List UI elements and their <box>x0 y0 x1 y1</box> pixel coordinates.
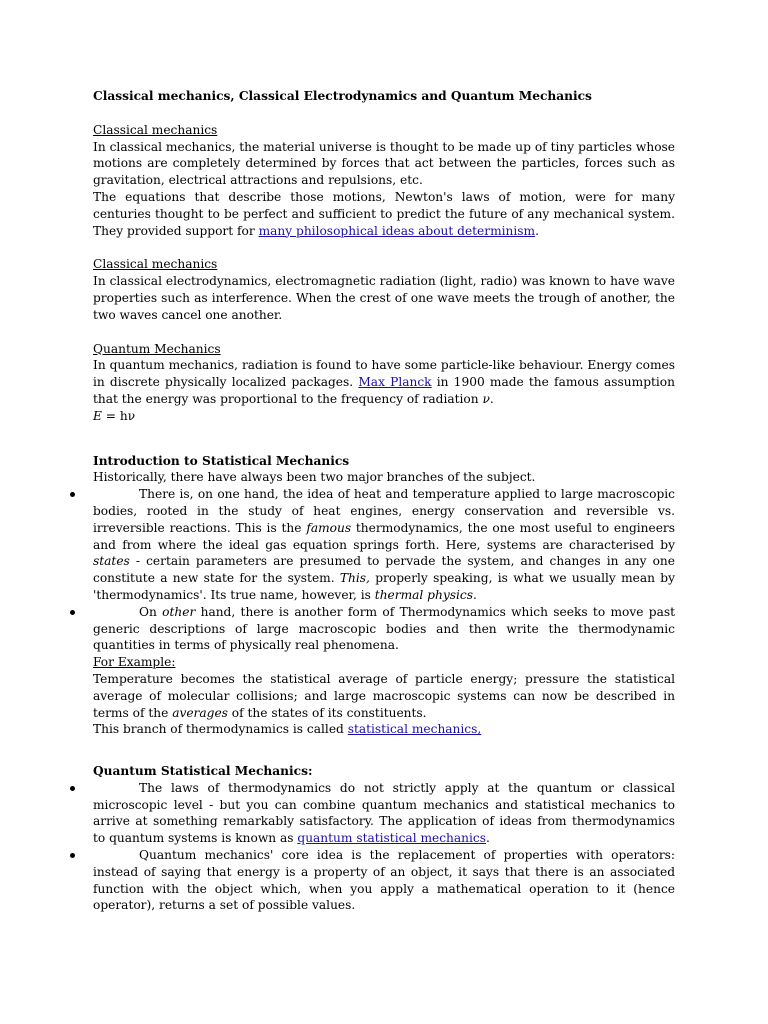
bullet-quantum-statistical: The laws of thermodynamics do not strictly apply at the quantum or classical microscopic level - but you can combine quantum mechanics and statistical mechanics to arrive at something remarkably satisfactory. The application of ideas from thermodynamics to quantum systems is known as quantum statistical mechanics. <box>93 780 675 847</box>
section-heading-quantum-statistical-mechanics: Quantum Statistical Mechanics: <box>93 764 313 779</box>
statistical-intro: Historically, there have always been two major branches of the subject. <box>93 470 536 485</box>
bullet-icon <box>70 786 75 791</box>
classical-mechanics-paragraph-1: In classical mechanics, the material universe is thought to be made up of tiny particles whose motions are completely determined by forces that act between the particles, forces such as gravitation, electrical attractions and repulsions, etc. <box>93 139 675 188</box>
example-label: For Example: <box>93 655 176 670</box>
bullet-icon <box>70 853 75 858</box>
bullet-icon <box>70 610 75 615</box>
planck-equation: E = hν <box>93 408 136 423</box>
example-paragraph: Temperature becomes the statistical average of particle energy; pressure the statistical average of molecular collisions; and large macroscopic systems can now be described in terms of the averages of the states of its constituents. <box>93 671 675 720</box>
document-body <box>93 88 675 914</box>
bullet-operators: Quantum mechanics' core idea is the replacement of properties with operators: instead of saying that energy is a property of an object, it says that there is an associated function with the object which, when you apply a mathematical operation to it (hence operator), returns a set of possible values. <box>93 847 675 914</box>
section-heading-quantum-mechanics: Quantum Mechanics <box>93 341 221 356</box>
statistical-mechanics-link[interactable]: statistical mechanics <box>347 722 478 737</box>
determinism-link[interactable]: many philosophical ideas about determinism <box>258 223 536 238</box>
section-heading-classical-mechanics: Classical mechanics <box>93 122 218 137</box>
quantum-statistical-mechanics-link[interactable]: quantum statistical mechanics <box>297 831 486 846</box>
max-planck-link[interactable]: Max Planck <box>358 375 432 390</box>
bullet-thermal-physics: There is, on one hand, the idea of heat and temperature applied to large macroscopic bodies, rooted in the study of heat engines, energy conservation and reversible vs. irreversible reactions. This is the famous thermodynamics, the one most useful to engineers and from where the ideal gas equation springs forth. Here, systems are characterised by states - certain parameters are presumed to pervade the system, and changes in any one constitute a new state for the system. This, properly speaking, is what we usually mean by 'thermodynamics'. Its true name, however, is thermal physics. <box>93 486 675 604</box>
electrodynamics-paragraph: In classical electrodynamics, electromagnetic radiation (light, radio) was known to have wave properties such as interference. When the crest of one wave meets the trough of another, the two waves cancel one another. <box>93 274 675 322</box>
bullet-other-thermodynamics: On other hand, there is another form of Thermodynamics which seeks to move past generic descriptions of large macroscopic bodies and then write the thermodynamic quantities in terms of physically real phenomena. <box>93 604 675 654</box>
branch-paragraph: This branch of thermodynamics is called statistical mechanics, <box>93 722 482 737</box>
section-heading-classical-electrodynamics: Classical mechanics <box>93 257 218 272</box>
document-title: Classical mechanics, Classical Electrodynamics and Quantum Mechanics <box>93 89 592 103</box>
bullet-icon <box>70 492 75 497</box>
quantum-mechanics-paragraph: In quantum mechanics, radiation is found to have some particle-like behaviour. Energy comes in discrete physically localized packages. Max Planck in 1900 made the famous assumption that the energy was proportional to the frequency of radiation ν. <box>93 358 675 406</box>
classical-mechanics-paragraph-2: The equations that describe those motions, Newton's laws of motion, were for many centuries thought to be perfect and sufficient to predict the future of any mechanical system. They provided support for many philosophical ideas about determinism. <box>93 189 675 238</box>
section-heading-statistical-mechanics: Introduction to Statistical Mechanics <box>93 453 350 468</box>
